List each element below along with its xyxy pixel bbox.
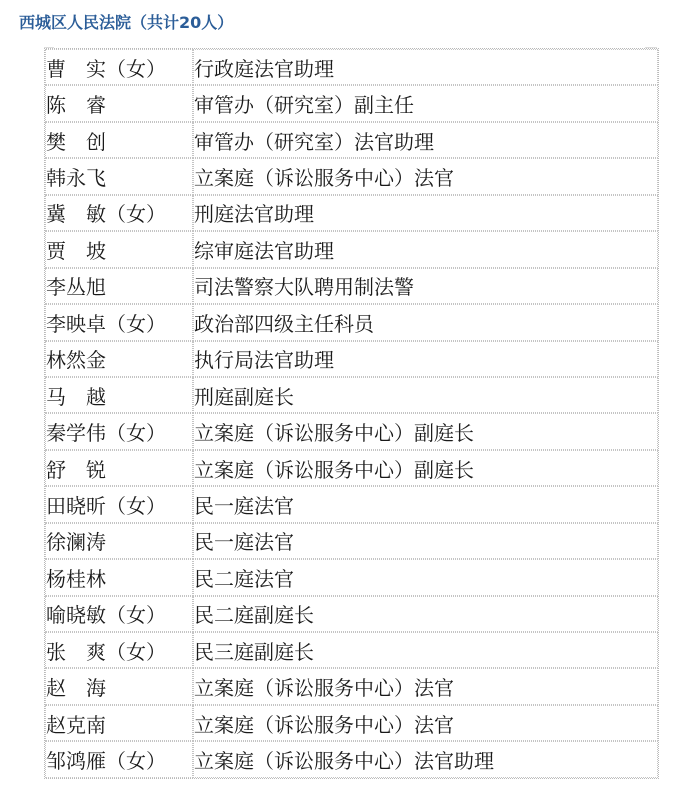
person-name-cell: 林然金: [45, 341, 193, 377]
table-row: [45, 450, 658, 486]
position-cell: 行政庭法官助理: [193, 49, 658, 85]
table-row: [45, 195, 658, 231]
person-name-cell: 李映卓（女）: [45, 304, 193, 340]
position-cell: 民二庭副庭长: [193, 596, 658, 632]
position-cell: 审管办（研究室）法官助理: [193, 122, 658, 158]
position-cell: 司法警察大队聘用制法警: [193, 268, 658, 304]
table-row: [45, 341, 658, 377]
person-name-cell: 马 越: [45, 377, 193, 413]
table-row: [45, 632, 658, 668]
table-row: [45, 231, 658, 267]
person-name-cell: 喻晓敏（女）: [45, 596, 193, 632]
person-name-cell: 李丛旭: [45, 268, 193, 304]
person-name-cell: 冀 敏（女）: [45, 195, 193, 231]
table-row: [45, 304, 658, 340]
position-cell: 刑庭副庭长: [193, 377, 658, 413]
staff-table: [44, 48, 659, 779]
position-cell: 立案庭（诉讼服务中心）法官: [193, 668, 658, 704]
table-row: [45, 413, 658, 449]
table-row: [45, 559, 658, 595]
position-cell: 民三庭副庭长: [193, 632, 658, 668]
table-row: [45, 486, 658, 522]
person-name-cell: 陈 睿: [45, 85, 193, 121]
person-name-cell: 赵克南: [45, 705, 193, 741]
position-cell: 政治部四级主任科员: [193, 304, 658, 340]
table-row: [45, 377, 658, 413]
position-cell: 刑庭法官助理: [193, 195, 658, 231]
person-name-cell: 张 爽（女）: [45, 632, 193, 668]
table-row: [45, 705, 658, 741]
page-title: 西城区人民法院（共计20人）: [19, 13, 234, 32]
position-cell: 立案庭（诉讼服务中心）副庭长: [193, 450, 658, 486]
person-name-cell: 樊 创: [45, 122, 193, 158]
table-row: [45, 268, 658, 304]
position-cell: 立案庭（诉讼服务中心）法官: [193, 705, 658, 741]
person-name-cell: 邹鸿雁（女）: [45, 741, 193, 777]
person-name-cell: 徐澜涛: [45, 523, 193, 559]
person-name-cell: 杨桂林: [45, 559, 193, 595]
position-cell: 立案庭（诉讼服务中心）法官助理: [193, 741, 658, 777]
position-cell: 综审庭法官助理: [193, 231, 658, 267]
position-cell: 审管办（研究室）副主任: [193, 85, 658, 121]
table-row: [45, 741, 658, 777]
table-row: [45, 596, 658, 632]
person-name-cell: 曹 实（女）: [45, 49, 193, 85]
table-row: [45, 523, 658, 559]
person-name-cell: 赵 海: [45, 668, 193, 704]
table-row: [45, 158, 658, 194]
table-row: [45, 122, 658, 158]
position-cell: 执行局法官助理: [193, 341, 658, 377]
position-cell: 立案庭（诉讼服务中心）副庭长: [193, 413, 658, 449]
position-cell: 民一庭法官: [193, 486, 658, 522]
staff-table-body: [45, 49, 658, 778]
person-name-cell: 秦学伟（女）: [45, 413, 193, 449]
person-name-cell: 韩永飞: [45, 158, 193, 194]
person-name-cell: 田晓昕（女）: [45, 486, 193, 522]
person-name-cell: 舒 锐: [45, 450, 193, 486]
table-row: [45, 85, 658, 121]
position-cell: 民一庭法官: [193, 523, 658, 559]
table-row: [45, 668, 658, 704]
position-cell: 民二庭法官: [193, 559, 658, 595]
table-row: [45, 49, 658, 85]
person-name-cell: 贾 坡: [45, 231, 193, 267]
position-cell: 立案庭（诉讼服务中心）法官: [193, 158, 658, 194]
